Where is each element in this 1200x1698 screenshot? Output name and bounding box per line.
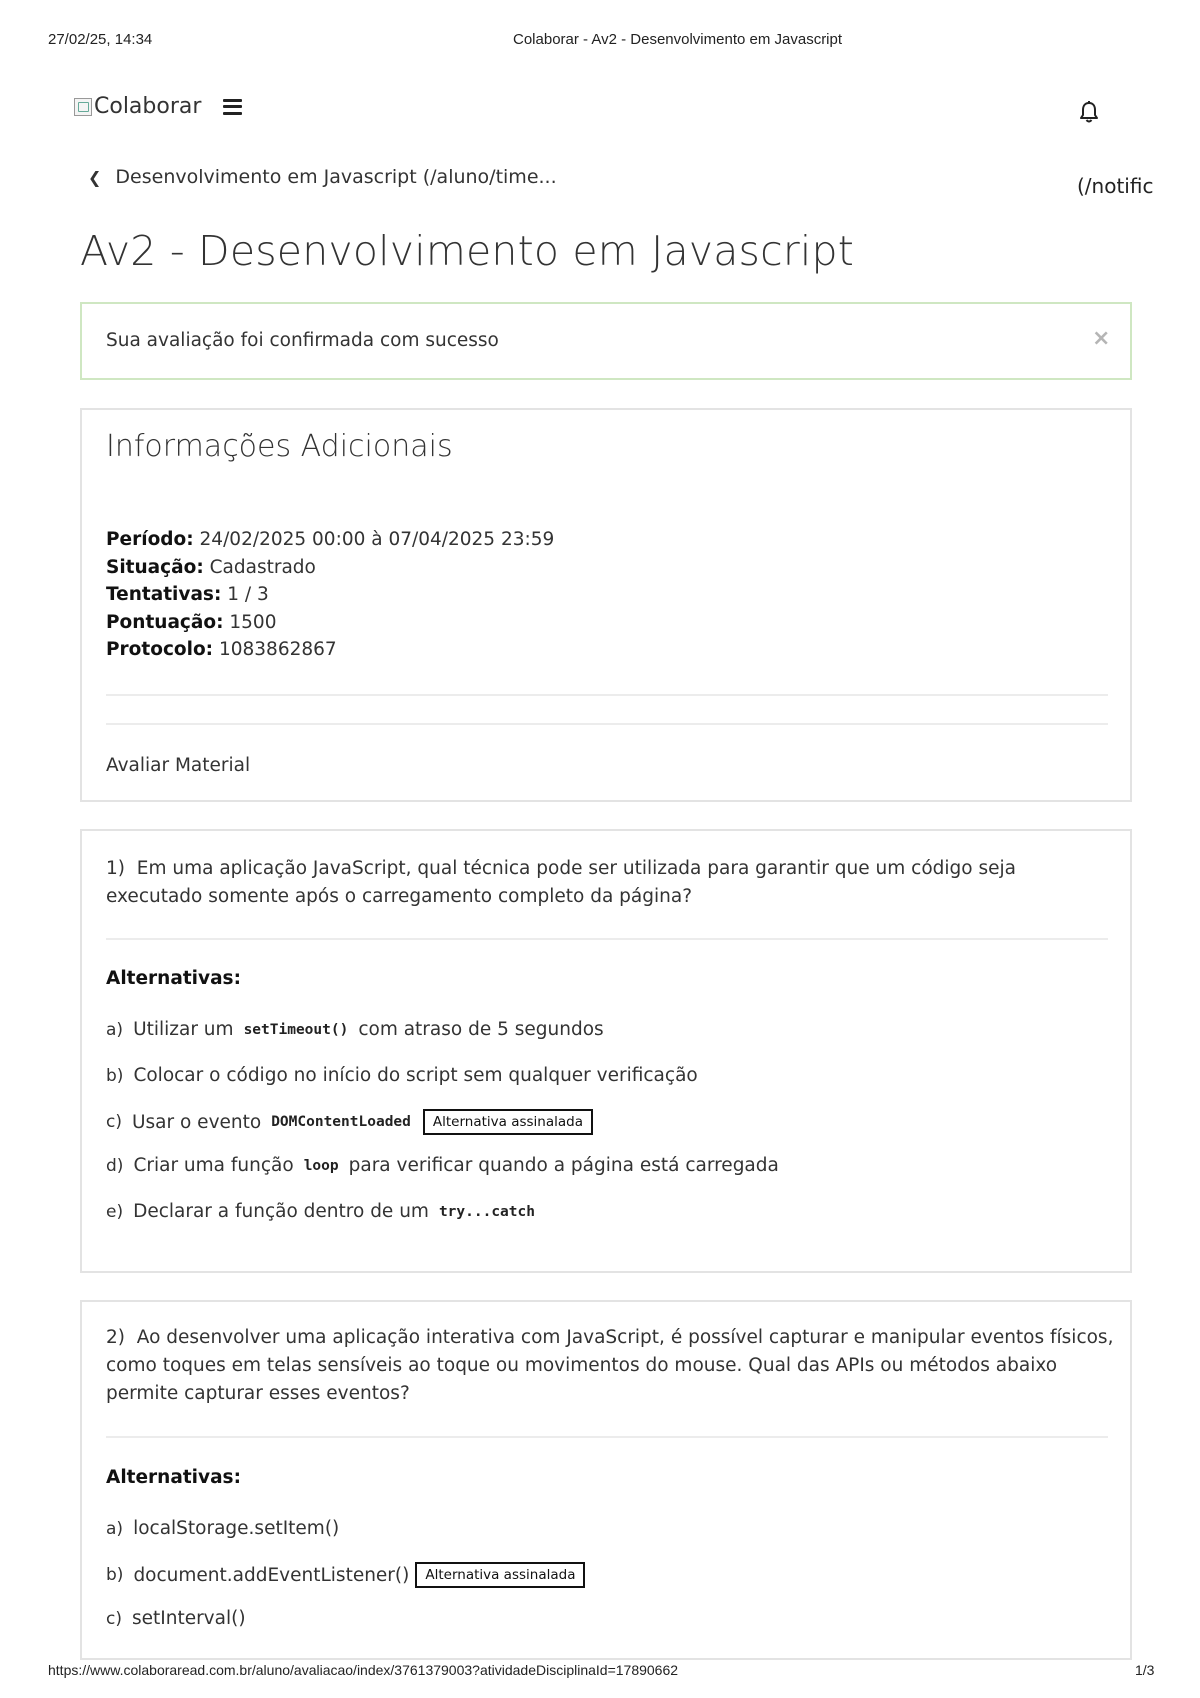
success-alert — [80, 302, 1132, 380]
hamburger-icon[interactable] — [223, 99, 242, 115]
info-card — [80, 408, 1132, 802]
question-card-1 — [80, 829, 1132, 1273]
alternative-a: a) localStorage.setItem() — [106, 1518, 340, 1539]
page-title: Av2 - Desenvolvimento em Javascript — [80, 227, 855, 275]
alternative-b: b) document.addEventListener() Alternativa assinalada — [106, 1562, 585, 1588]
divider — [106, 723, 1108, 725]
bell-icon[interactable] — [1078, 100, 1100, 124]
alternative-a: a) Utilizar um setTimeout() com atraso de 5 segundos — [106, 1019, 604, 1040]
notifications-link[interactable]: (/notific — [1077, 174, 1154, 198]
alternative-b: b) Colocar o código no início do script sem qualquer verificação — [106, 1065, 698, 1086]
print-doc-title: Colaborar - Av2 - Desenvolvimento em Javascript — [513, 31, 843, 48]
alternative-c: c) Usar o evento DOMContentLoaded Alternativa assinalada — [106, 1109, 593, 1135]
selected-alternative-badge: Alternativa assinalada — [415, 1562, 585, 1588]
info-fields — [106, 526, 554, 664]
rate-material-link[interactable]: Avaliar Material — [106, 755, 251, 776]
alternative-d: d) Criar uma função loop para verificar quando a página está carregada — [106, 1155, 779, 1176]
print-datetime: 27/02/25, 14:34 — [48, 31, 153, 48]
breadcrumb-link[interactable]: Desenvolvimento em Javascript (/aluno/time... — [115, 166, 557, 188]
question-text: 2) Ao desenvolver uma aplicação interativa com JavaScript, é possível capturar e manipular eventos físicos, como toques em telas sensíveis ao toque ou movimentos do mouse. Qual das APIs ou métodos abaixo permite capturar esses eventos? — [106, 1327, 1114, 1404]
logo[interactable] — [74, 94, 242, 119]
divider — [106, 1436, 1108, 1438]
question-text: 1) Em uma aplicação JavaScript, qual técnica pode ser utilizada para garantir que um código seja executado somente após o carregamento completo da página? — [106, 858, 1016, 907]
print-footer-url: https://www.colaboraread.com.br/aluno/avaliacao/index/3761379003?atividadeDisciplinaId=17890662 — [48, 1662, 679, 1678]
alternatives-label: Alternativas: — [106, 1467, 241, 1488]
info-card-title: Informações Adicionais — [106, 429, 453, 464]
alternatives-label: Alternativas: — [106, 968, 241, 989]
breadcrumb[interactable] — [88, 166, 557, 188]
info-field-attempts: Tentativas: 1 / 3 — [106, 584, 269, 605]
chevron-left-icon: ❮ — [88, 167, 102, 187]
print-footer-page: 1/3 — [1135, 1662, 1155, 1678]
alternative-e: e) Declarar a função dentro de um try...catch — [106, 1201, 535, 1222]
alternative-c: c) setInterval() — [106, 1608, 246, 1629]
info-field-status: Situação: Cadastrado — [106, 556, 316, 578]
alert-message: Sua avaliação foi confirmada com sucesso — [106, 330, 499, 351]
close-icon[interactable]: × — [1092, 326, 1111, 351]
divider — [106, 938, 1108, 940]
info-field-protocol: Protocolo: 1083862867 — [106, 639, 337, 660]
info-field-period: Período: 24/02/2025 00:00 à 07/04/2025 23:59 — [106, 529, 555, 550]
selected-alternative-badge: Alternativa assinalada — [423, 1109, 593, 1135]
logo-alt-text: Colaborar — [94, 94, 202, 119]
divider — [106, 694, 1108, 696]
info-field-score: Pontuação: 1500 — [106, 611, 277, 633]
broken-image-icon — [74, 98, 92, 116]
question-card-2 — [80, 1300, 1132, 1660]
